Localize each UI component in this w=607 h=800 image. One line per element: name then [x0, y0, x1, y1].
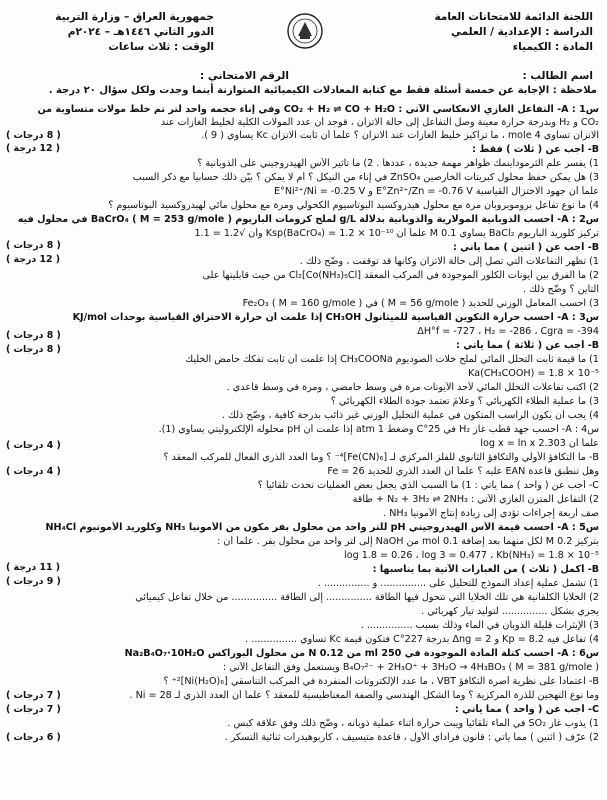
question-marks: ( 12 درجة ) [6, 143, 61, 154]
question-line: B₄O₇²⁻ + 2H₃O⁺ + 3H₂O → 4H₃BO₃ ( M = 381 g/mole ) ويستعمل وفق التفاعل الآتي : [222, 662, 599, 673]
question-line: 2) الخلايا الكلفانية هي تلك الخلايا التي تتحول فيها الطاقة ............... إلى الطاقة ............... من خلال تفاعل كيميائي [135, 592, 599, 603]
question-marks: ( 9 درجات ) [6, 576, 61, 587]
question-line: صف أربعة إجراءات تؤدي إلى زيادة إنتاج الأمونيا NH₃ . [383, 508, 599, 519]
question-line: علماً أن جهود الاختزال القياسية E°Zn²⁺/Zn = -0.76 V و E°Ni²⁺/Ni = -0.25 V [273, 186, 599, 197]
question-line: 4) ما نوع تفاعل بروموبروبان مرة مع محلول هيدروكسيد البوتاسيوم الكحولي ومرة مع محلول مائي لهيدروكسيد البوتاسيوم ؟ [108, 200, 599, 211]
exam-duration: الوقت : ثلاث ساعات [108, 41, 214, 53]
question-line: 1) ما قيمة ثابت التحلل المائي لملح خلات الصوديوم CH₃COONa إذا علمت أن ثابت تفكك حامض الخليك [185, 354, 599, 365]
question-marks: ( 8 درجات ) [6, 130, 61, 141]
question-line: علماً أن 2.303 log x = ln x [480, 438, 599, 449]
question-line: 3) احسب المعامل الوزني للحديد ( M = 56 g/mole ) في Fe₂O₃ ( M = 160 g/mole ) [242, 298, 599, 309]
question-line: 1) تظهر التفاعلات التي تصل إلى حالة الاتزان وكأنها قد توقفت ، وضّح ذلك . [299, 256, 599, 267]
question-line: وما نوع التهجين للذرة المركزية ؟ وما الشكل الهندسي والصفة المغناطيسية للمعقد ؟ علماً أن العدد الذري لـ Ni = 28 . [129, 690, 599, 701]
exam-session: الدور الثاني ١٤٤٦هـ – ٢٠٢٤م [67, 26, 214, 38]
question-line: 2) ما الفرق بين أيونات الكلور الموجودة في المركب المعقد [Co(NH₃)₅Cl]Cl₂ من حيث قابليتها على [202, 270, 599, 281]
question-line: CO₂ و H₂ وبدرجة حرارة معينة وصل التفاعل إلى حالة الاتزان ، فوجد أن عدد المولات الكلية لخليط الغازات عند [160, 117, 599, 128]
question-line: 3) ما عملية الطلاء الكهربائي ؟ وعلامَ تعتمد جودة الطلاء الكهربائي ؟ [330, 396, 599, 407]
question-line: B- أجب عن ( ثلاث ) فقط : [472, 144, 599, 155]
question-line: 1) يذوب غاز SO₂ في الماء تلقائياً ويبث حرارة أثناء عملية ذوبانه ، وضّح ذلك وفق علاقة كبس . [227, 718, 599, 729]
question-line: 2) اكتب تفاعلات التحلل المائي لأحد الأيونات مرة في وسط حامضي ، ومرة في وسط قاعدي . [226, 382, 599, 393]
study-branch: الدراسة : الإعدادية / العلمي [451, 26, 593, 38]
header-right [403, 10, 593, 55]
question-marks: ( 11 درجة ) [6, 562, 61, 573]
question-line: 1) تشمل عملية إعداد النموذج للتحليل على ............... و ............... . [317, 578, 599, 589]
question-line: log 1.8 = 0.26 ، log 3 = 0.477 ، Kb(NH₃) = 1.8 × 10⁻⁵ [344, 550, 599, 561]
header-left [14, 10, 214, 55]
question-line: 4) يجب أن يكون الراسب المتكون في عملية التحليل الوزني غير ذائب بدرجة كافية ، وضّح ذلك . [221, 410, 599, 421]
question-line: س3 : A- احسب حرارة التكوين القياسية للميثانول CH₃OH إذا علمت أن حرارة الاحتراق القياسية بوحدات KJ/mol [72, 312, 599, 323]
question-line: س6 : A- احسب كتلة المادة الموجودة في 250 ml من 0.12 N من محلول البوراكس Na₂B₄O₇·10H₂O [124, 648, 599, 659]
question-line: التأين ؟ وضّح ذلك . [523, 284, 599, 295]
question-line: بتركيز 0.2 M لكل منهما بعد إضافة 0.1 mol من NaOH إلى لتر واحد من محلول بفر . علماً أن : [217, 536, 599, 547]
question-marks: ( 12 درجة ) [6, 254, 61, 265]
question-line: س4 : A- احسب جهد قطب غاز H₂ في 25°C وضغط 1 atm إذا علمت أن pH محلوله الإلكتروليتي يساوي (1). [158, 424, 599, 435]
exam-number-label: الرقم الامتحاني : [200, 70, 289, 82]
question-marks: ( 7 درجات ) [6, 704, 61, 715]
question-line: الاتزان تساوي 4 mole ، ما تراكيز خليط الغازات عند الاتزان ؟ علماً أن ثابت الاتزان Kc يساوي ( 9 ). [201, 130, 599, 141]
question-marks: ( 8 درجات ) [6, 330, 61, 341]
question-marks: ( 8 درجات ) [6, 344, 61, 355]
question-line: B- أكمل ( ثلاث ) من العبارات الآتية بما يناسبها : [372, 564, 599, 575]
question-marks: ( 8 درجات ) [6, 240, 61, 251]
subject: المادة : الكيمياء [512, 41, 593, 53]
question-line: 2) التفاعل المتزن الغازي الآتي : N₂ + 3H₂ ⇌ 2NH₃ + طاقة [352, 494, 599, 505]
country-ministry: جمهورية العراق – وزارة التربية [55, 11, 214, 23]
question-line: Ka(CH₃COOH) = 1.8 × 10⁻⁵ [468, 368, 599, 379]
student-name-label: اسم الطالب : [522, 70, 593, 82]
question-line: 3) هل يمكن حفظ محلول كبريتات الخارصين ZnSO₄ في إناء من النيكل ؟ أم لا يمكن ؟ بيّن ذلك حسابياً مع ذكر السبب [132, 172, 599, 183]
question-line: B- أجب عن ( ثلاثة ) مما يأتي : [456, 340, 599, 351]
question-line: 3) الإيثرات قليلة الذوبان في الماء وذلك بسبب ............... . [360, 620, 599, 631]
question-marks: ( 4 درجات ) [6, 440, 61, 451]
question-marks: ( 7 درجات ) [6, 690, 61, 701]
question-marks: ( 4 درجات ) [6, 466, 61, 477]
question-line: ΔH°f = -727 ، H₂ = -286 ، Cgra = -394 [417, 326, 599, 337]
question-line: C- أجب عن ( واحد ) مما يأتي : 1) ما السبب الذي يجعل بعض العمليات تحدث تلقائياً ؟ [257, 480, 599, 491]
question-line: 1) يفسر علم الثرموداينمك ظواهر مهمة جديدة ، عددها . 2) ما تأثير الأس الهيدروجيني على الذوبانية ؟ [197, 158, 599, 169]
question-line: يجري بشكل ............... لتوليد تيار كهربائي . [421, 606, 599, 617]
question-line: B- اعتماداً على نظرية أصرة التكافؤ VBT ، ما عدد الإلكترونات المنفردة في المركب التناسقي [Ni(H₂O)₆]²⁺ ؟ [163, 676, 599, 687]
question-line: تركيز كلوريد الباريوم BaCl₂ يساوي 0.1 M علماً أن Ksp(BaCrO₄) = 1.2 × 10⁻¹⁰ وأن √1.2 = 1.1 [194, 228, 599, 239]
question-line: س1 : A- التفاعل الغازي الانعكاسي الآتي : CO₂ + H₂ ⇌ CO + H₂O وفي إناء حجمه واحد لتر تم خلط مولات متساوية من [37, 104, 599, 115]
question-line: C- أجب عن ( واحد ) مما يأتي : [454, 704, 599, 715]
question-line: 4) تفاعل فيه Kp = 8.2 و Δng = 2 بدرجة 227°C فتكون قيمة Kc تساوي ............... . [245, 634, 599, 645]
question-line: وهل تنطبق قاعدة EAN عليه ؟ علماً أن العدد الذري للحديد Fe = 26 [327, 466, 599, 477]
ministry-seal-icon [286, 12, 324, 50]
question-line: س5 : A- احسب قيمة الأس الهيدروجيني pH للتر واحد من محلول بفر مكون من الأمونيا NH₃ وكلوريد الأمونيوم NH₄Cl [45, 522, 599, 533]
exam-note: ملاحظة : الإجابة عن خمسة أسئلة فقط مع كتابة المعادلات الكيميائية المتوازنة أينما وجدت ولكل سؤال ٢٠ درجة . [48, 85, 597, 96]
committee-name: اللجنة الدائمة للامتحانات العامة [434, 11, 593, 23]
question-line: B- ما التكافؤ الأولي والتكافؤ الثانوي للفلز المركزي لـ [Fe(CN)₆]⁴⁻ ؟ وما العدد الذري الفعال للمركب المعقد ؟ [163, 452, 599, 463]
question-line: س2 : A- احسب الذوبانية المولارية والذوبانية بدلالة g/L لملح كرومات الباريوم BaCrO₄ ( M = 253 g/mole ) في محلول فيه [17, 214, 599, 225]
question-marks: ( 6 درجات ) [6, 732, 61, 743]
question-line: B- أجب عن ( اثنين ) مما يأتي : [452, 242, 599, 253]
question-line: 2) عرّف ( اثنين ) مما يأتي : قانون فراداي الأول ، قاعدة متيسيف ، كاربوهيدرات ثنائية التسكر . [224, 732, 599, 743]
